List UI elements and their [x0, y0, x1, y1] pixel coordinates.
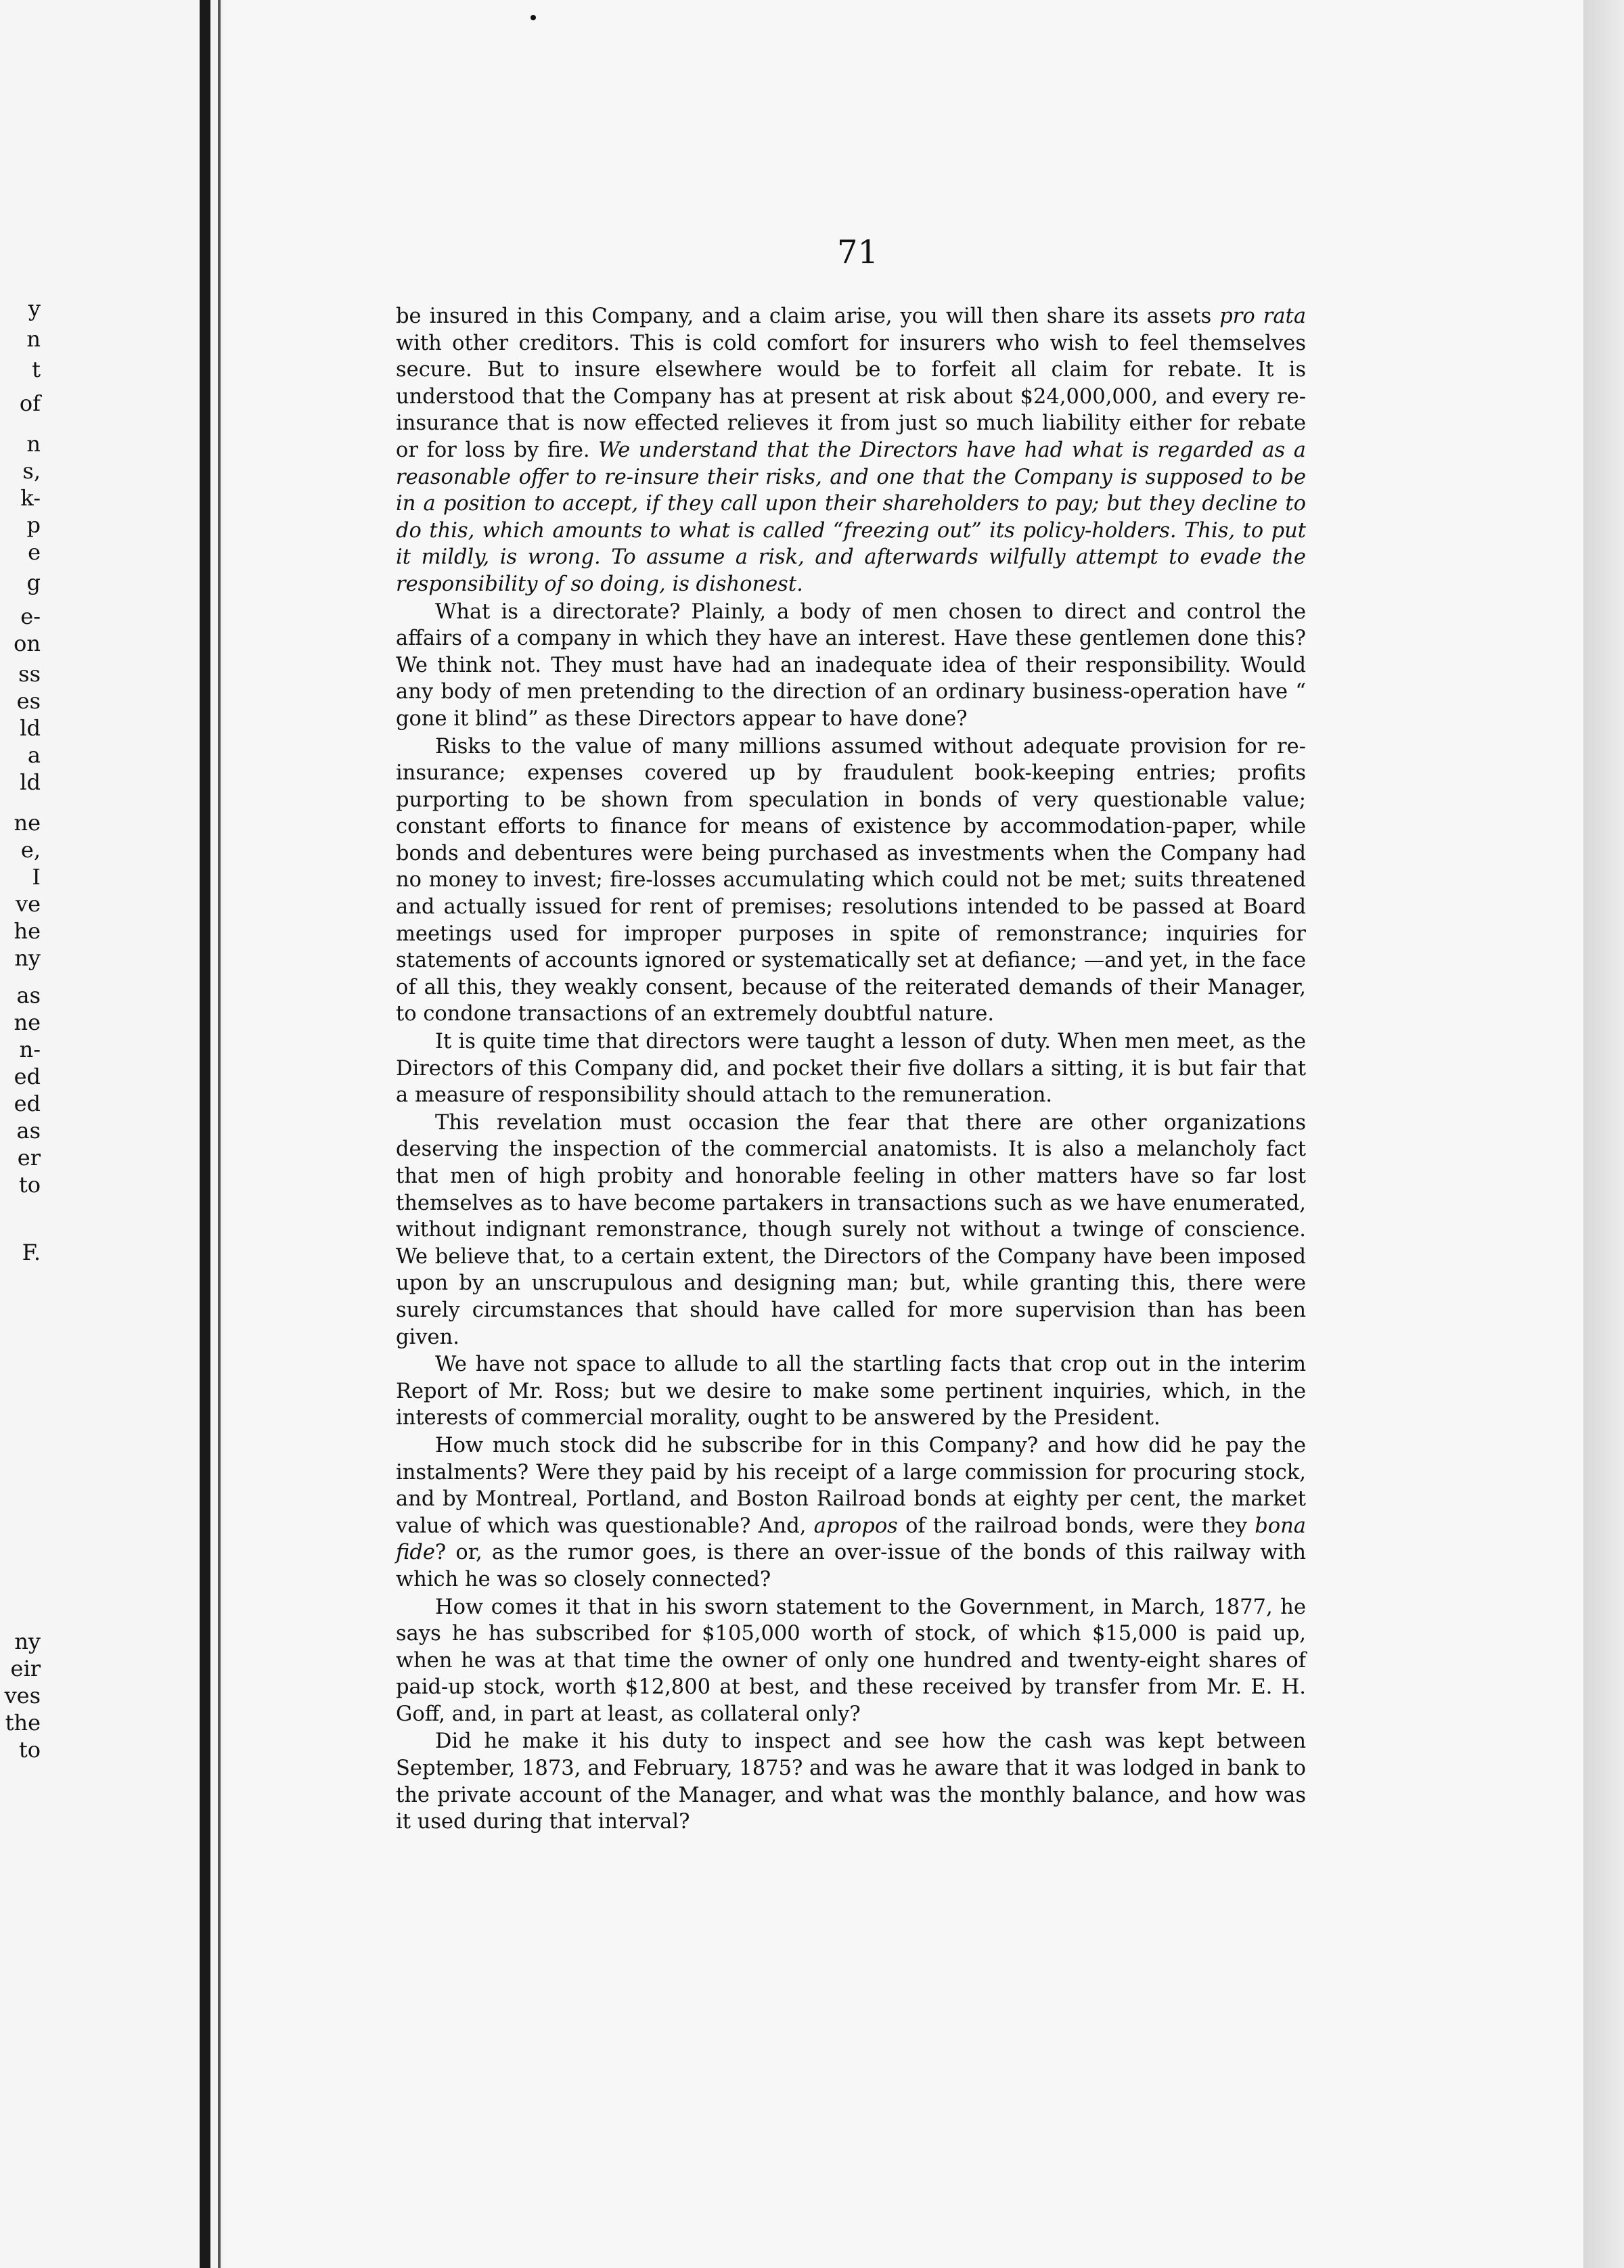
paragraph: [396, 1594, 1306, 1728]
margin-fragment: ve: [15, 891, 41, 917]
margin-fragment: ny: [14, 945, 41, 971]
body-text: [396, 303, 1306, 1836]
margin-fragment: p: [26, 512, 41, 538]
margin-fragment: the: [5, 1710, 41, 1736]
margin-fragment: ed: [14, 1064, 41, 1089]
margin-fragment: es: [16, 688, 41, 714]
paragraph: [396, 733, 1306, 1028]
paragraph: [396, 1728, 1306, 1835]
margin-fragment: k-: [20, 485, 41, 511]
text-run: of the railroad bonds, were they: [897, 1514, 1255, 1538]
text-run: with other creditors. This is cold comfort for insurers who wish to feel themselves secure. But to insure elsewhere would be to forfeit all claim for rebate. It is understood that the Company has at present at risk about $24,000,000, and every re-insurance that is now effected relieves it from just so much liability either for rebate or for loss by fire.: [396, 331, 1306, 462]
margin-fragment: n: [26, 326, 41, 352]
text-run: We have not space to allude to all the startling facts that crop out in the interim Report of Mr. Ross; but we desire to make some pertinent inquiries, which, in the interests of commercial morality, ought to be answered by the President.: [396, 1353, 1306, 1430]
text-run: ? or, as the rumor goes, is there an over-issue of the bonds of this railway with which he was so closely connected?: [396, 1541, 1306, 1591]
italic-text: bona fide: [396, 1514, 1306, 1565]
margin-fragment: s,: [22, 458, 41, 484]
margin-fragment: t: [32, 357, 41, 382]
margin-fragment: he: [14, 918, 41, 944]
paragraph: [396, 303, 1306, 598]
page-number: 71: [837, 233, 879, 271]
previous-page-edge: [0, 0, 203, 2268]
italic-text: pro rata: [1219, 304, 1307, 328]
margin-fragment: e-: [20, 604, 41, 629]
margin-fragment: on: [14, 631, 41, 656]
paragraph: [396, 1110, 1306, 1351]
margin-fragment: to: [18, 1172, 41, 1198]
margin-fragment: ne: [14, 1010, 41, 1035]
page-edge-shadow: [1583, 0, 1624, 2268]
margin-fragment: as: [16, 1118, 41, 1143]
margin-fragment: e,: [20, 837, 41, 863]
margin-fragment: n-: [19, 1037, 41, 1062]
margin-fragment: ss: [18, 661, 41, 687]
text-run: Did he make it his duty to inspect and see how the cash was kept between September, 1873, and February, 1875? and was he aware that it was lodged in bank to the private account of the Manager, and what was the monthly balance, and how was it used during that interval?: [396, 1729, 1306, 1834]
margin-fragment: ed: [14, 1091, 41, 1116]
margin-fragment: as: [16, 982, 41, 1008]
margin-fragment: ld: [20, 769, 41, 795]
gutter-shadow: [200, 0, 210, 2268]
italic-text: We understand that the Directors have had what is regarded as a reasonable offer to re-insure their risks, and one that the Company is supposed to be in a position to accept, if they call upon their shareholders to pay; but they decline to do this, which amounts to what is called “freezing out” its policy-holders. This, to put it mildly, is wrong. To assume a risk, and afterwards wilfully attempt to evade the responsibility of so doing, is dishonest.: [396, 438, 1306, 596]
margin-fragment: eir: [10, 1656, 41, 1681]
margin-fragment: er: [17, 1145, 41, 1171]
margin-fragment: of: [19, 390, 41, 416]
paragraph: [396, 1028, 1306, 1109]
text-run: How comes it that in his sworn statement to the Government, in March, 1877, he says he has subscribed for $105,000 worth of stock, of which $15,000 is paid up, when he was at that time the owner of only one hundred and twenty-eight shares of paid-up stock, worth $12,800 at best, and these received by transfer from Mr. E. H. Goff, and, in part at least, as collateral only?: [396, 1595, 1306, 1726]
paragraph: [396, 1351, 1306, 1432]
text-run: It is quite time that directors were taught a lesson of duty. When men meet, as the Directors of this Company did, and pocket their five dollars a sitting, it is but fair that a measure of responsibility should attach to the remuneration.: [396, 1030, 1306, 1108]
margin-fragment: y: [28, 296, 41, 321]
margin-fragment: a: [27, 742, 41, 768]
paragraph: [396, 599, 1306, 733]
italic-text: apropos: [813, 1514, 898, 1538]
margin-fragment: ves: [4, 1683, 41, 1708]
margin-fragment: F.: [22, 1240, 41, 1265]
text-run: Risks to the value of many millions assumed without adequate provision for re-insurance; expenses covered up by fraudulent book-keeping entries; profits purporting to be shown from speculation in bonds of very questionable value; constant efforts to finance for means of existence by accommodation-paper, while bonds and debentures were being purchased as investments when the Company had no money to invest; fire-losses accumulating which could not be met; suits threatened and actually issued for rent of premises; resolutions intended to be passed at Board meetings used for improper purposes in spite of remonstrance; inquiries for statements of accounts ignored or systematically set at defiance; —and yet, in the face of all this, they weakly consent, because of the reiterated demands of their Manager, to condone transactions of an extremely doubtful nature.: [396, 734, 1306, 1026]
text-run: How much stock did he subscribe for in this Company? and how did he pay the instalments? Were they paid by his receipt of a large commission for procuring stock, and by Montreal, Portland, and Boston Railroad bonds at eighty per cent, the market value of which was questionable? And,: [396, 1433, 1306, 1538]
text-run: What is a directorate? Plainly, a body of men chosen to direct and control the affairs of a company in which they have an interest. Have these gentlemen done this? We think not. They must have had an inadequate idea of their responsibility. Would any body of men pretending to the direction of an ordinary business-operation have “ gone it blind” as these Directors appear to have done?: [396, 599, 1306, 731]
margin-fragment: ny: [14, 1629, 41, 1654]
margin-fragment: to: [18, 1737, 41, 1763]
text-run: This revelation must occasion the fear that there are other organizations deserving the inspection of the commercial anatomists. It is also a melancholy fact that men of high probity and honorable feeling in other matters have so far lost themselves as to have become partakers in transactions such as we have enumerated, without indignant remonstrance, though surely not without a twinge of conscience. We believe that, to a certain extent, the Directors of the Company have been imposed upon by an unscrupulous and designing man; but, while granting this, there were surely circumstances that should have called for more supervision than has been given.: [396, 1110, 1306, 1349]
margin-fragment: ne: [14, 810, 41, 836]
margin-fragment: g: [26, 570, 41, 595]
margin-fragment: n: [26, 431, 41, 457]
scan-speck: [531, 15, 536, 20]
margin-fragment: e: [28, 539, 41, 565]
margin-fragment: ld: [20, 715, 41, 741]
paragraph: [396, 1432, 1306, 1593]
text-run: be insured in this Company, and a claim arise, you will then share its assets: [396, 304, 1220, 328]
margin-fragment: I: [32, 864, 41, 890]
gutter-line: [218, 0, 221, 2268]
